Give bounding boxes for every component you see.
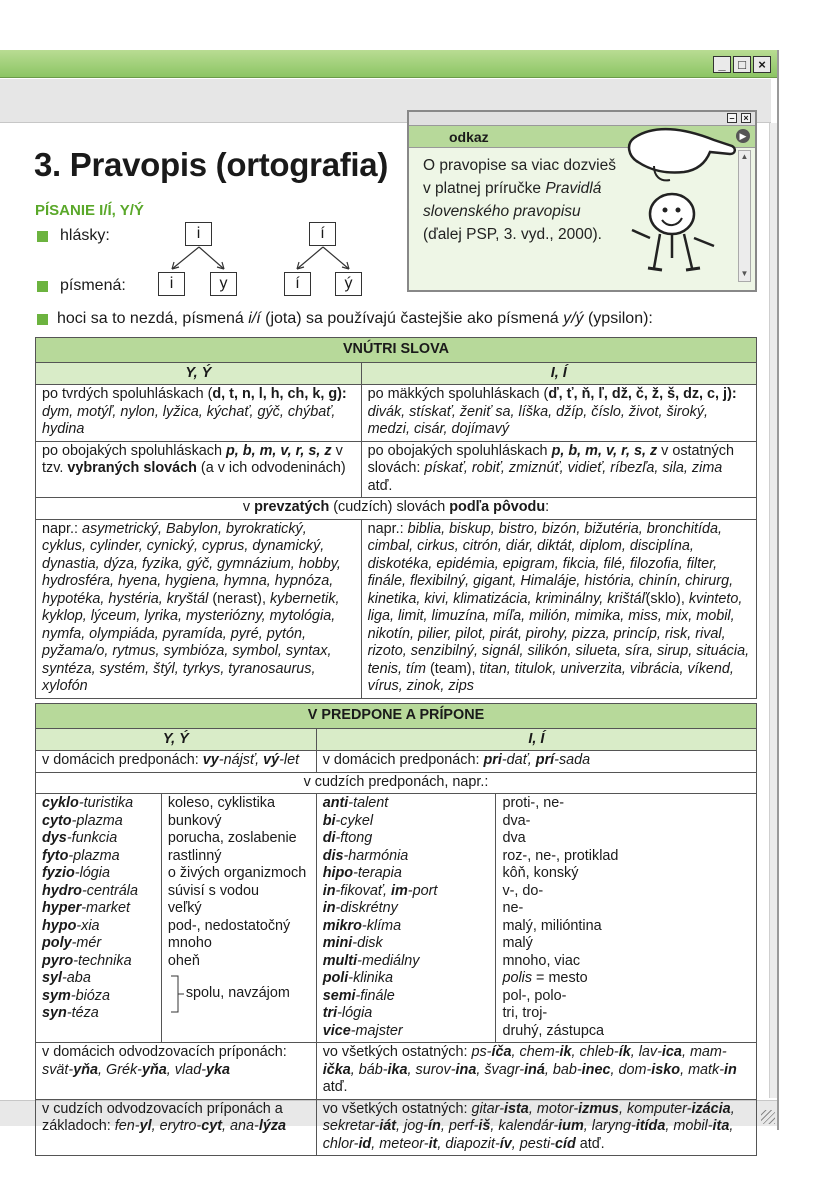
meaning-item: koleso, cyklistika [167, 795, 276, 811]
sound-box: í [309, 222, 336, 246]
column-header-i: I, Í [361, 362, 756, 385]
prefix-item: dys-funkcia [42, 830, 118, 846]
maximize-button[interactable]: □ [733, 56, 751, 73]
prefix-item: in-fikovať, im-port [322, 882, 438, 899]
table-cell: napr.: biblia, biskup, bistro, bizón, bižutéria, bronchitída, cimbal, cirkus, citrón, diár, diktát, diplom, disciplína, diskotéka, epidémia, epigram, fikcia, filé, filozofia, filter, finále, flexibilný, gigant, Himaláje, história, chinín, chirurg, kinetika, kivi, klimatizácia, kriminálny, krištáľ(sklo), kvinteto, liga, limit, limuzína, míľa, milión, mimika, miss, mix, mobil, nikotín, pilier, pilot, pirát, pirohy, pizza, princíp, risk, rival, rizoto, senzibilný, signál, silikón, silueta, síra, sirup, situácia, tenis, tím (team), titan, titulok, univerzita, vibrácia, víkend, vírus, zinok, zips [361, 519, 756, 698]
letters-label: písmená: [60, 277, 126, 294]
meaning-item: kôň, konský [502, 865, 579, 881]
bracket-icon [170, 974, 184, 1014]
pointing-hand-mascot-icon [614, 118, 744, 293]
note-text: hoci sa to nezdá, písmená i/í (jota) sa používajú častejšie ako písmená y/ý (ypsilon): [57, 310, 653, 327]
prefix-item: sym-bióza [42, 987, 111, 1004]
popup-tab-label: odkaz [449, 129, 489, 145]
minimize-button[interactable]: _ [713, 56, 731, 73]
table-inside-word [35, 337, 757, 699]
meaning-item: oheň [167, 952, 200, 969]
section-subheading: PÍSANIE I/Í, Y/Ý [35, 202, 144, 219]
prefix-item: cyklo-turistika [42, 795, 134, 811]
table-cell: v domácich predponách: vy-nájsť, vý-let [36, 751, 317, 773]
table-cell: vo všetkých ostatných: ps-íča, chem-ik, chleb-ík, lav-ica, mam-ička, báb-ika, surov-ina, švagr-iná, bab-inec, dom-isko, matk-in atď. [316, 1043, 756, 1100]
popup-text: O pravopise sa viac dozvieš v platnej príručke Pravidlá slovenského pravopisu (ďalej PSP, 3. vyd., 2000). [423, 157, 616, 243]
table-cell: po tvrdých spoluhláskach (d, t, n, l, h, ch, k, g): dym, motýľ, nylon, lyžica, kýchať, gýč, chýbať, hydina [36, 385, 362, 442]
table-cell: v cudzích predponách, napr.: [36, 772, 757, 794]
prefix-item: vice-majster [322, 1022, 403, 1039]
bullet-icon [37, 231, 48, 242]
resize-grip-icon[interactable] [761, 1110, 775, 1124]
meaning-item: malý, milióntina [502, 917, 602, 934]
scroll-down-icon[interactable]: ▼ [740, 269, 749, 278]
prefix-item: bi-cykel [322, 812, 374, 829]
prefix-item: hydro-centrála [42, 882, 138, 899]
y-meaning-list [161, 794, 316, 1043]
scroll-up-icon[interactable]: ▲ [740, 152, 749, 161]
bullet-icon [37, 281, 48, 292]
prefix-item: syl-aba [42, 970, 91, 986]
page-title: 3. Pravopis (ortografia) [34, 146, 389, 183]
prefix-item: hyper-market [42, 900, 130, 916]
vertical-scrollbar[interactable] [769, 123, 777, 1098]
bracket-group [168, 974, 310, 1018]
meaning-item: rastlinný [167, 847, 222, 864]
letter-box: í [284, 272, 311, 296]
meaning-item: pod-, nedostatočný [167, 917, 291, 934]
meaning-item: o živých organizmoch [167, 865, 307, 881]
popup-close-icon[interactable]: × [741, 113, 751, 123]
meaning-item: súvisí s vodou [167, 882, 260, 899]
prefix-item: di-ftong [322, 830, 373, 846]
meaning-item: mnoho [167, 935, 212, 951]
table-cell: po mäkkých spoluhláskach (ď, ť, ň, ľ, dž, č, ž, š, dz, c, j): divák, stískať, ženiť sa, líška, džíp, číslo, život, široký, medzi, cisár, dojímavý [361, 385, 756, 442]
table-cell: v domácich predponách: pri-dať, prí-sada [316, 751, 756, 773]
title-bar[interactable] [0, 50, 777, 78]
prefix-item: semi-finále [322, 987, 395, 1004]
prefix-item: fyzio-lógia [42, 865, 110, 881]
table-cell: v domácich odvodzovacích príponách: svät-yňa, Grék-yňa, vlad-yka [36, 1043, 317, 1100]
prefix-item: mini-disk [322, 935, 383, 951]
prefix-item: poli-klinika [322, 970, 394, 986]
meaning-item: druhý, zástupca [502, 1022, 605, 1039]
table-cell: v cudzích odvodzovacích príponách a základoch: fen-yl, erytro-cyt, ana-lýza [36, 1099, 317, 1156]
table-cell: po obojakých spoluhláskach p, b, m, v, r, s, z v ostatných slovách: pískať, robiť, zmiznúť, vidieť, ríbezľa, sila, zima atď. [361, 441, 756, 498]
y-prefix-list [36, 794, 162, 1043]
table-prefix-suffix [35, 703, 757, 1156]
meaning-item: pol-, polo- [502, 987, 567, 1004]
column-header-y: Y, Ý [36, 362, 362, 385]
table-cell: po obojakých spoluhláskach p, b, m, v, r, s, z v tzv. vybraných slovách (a v ich odvodeninách) [36, 441, 362, 498]
meaning-item: dva- [502, 812, 531, 829]
meaning-item: v-, do- [502, 882, 544, 899]
link-popup [407, 110, 757, 292]
meaning-item: proti-, ne- [502, 795, 565, 811]
prefix-item: tri-lógia [322, 1005, 373, 1021]
popup-scrollbar[interactable] [738, 150, 751, 282]
meaning-item: roz-, ne-, protiklad [502, 847, 619, 864]
letter-box: y [210, 272, 237, 296]
i-meaning-list [496, 794, 757, 1043]
prefix-item: hipo-terapia [322, 865, 402, 881]
table-header: VNÚTRI SLOVA [36, 338, 757, 363]
table-cell: vo všetkých ostatných: gitar-ista, motor-izmus, komputer-izácia, sekretar-iát, jog-ín, perf-iš, kalendár-ium, laryng-itída, mobil-ita, chlor-id, meteor-it, diapozit-ív, pesti-cíd atď. [316, 1099, 756, 1156]
letter-box: ý [335, 272, 362, 296]
close-button[interactable]: × [753, 56, 771, 73]
prefix-item: syn-téza [42, 1005, 99, 1021]
column-header-i: I, Í [316, 728, 756, 751]
branch-arrows [150, 245, 370, 275]
bracket-label: spolu, navzájom [185, 985, 290, 1001]
play-arrow-icon[interactable]: ▶ [736, 129, 750, 143]
meaning-item: mnoho, viac [502, 952, 581, 969]
bullet-icon [37, 314, 48, 325]
table-header: V PREDPONE A PRÍPONE [36, 704, 757, 729]
prefix-item: in-diskrétny [322, 900, 398, 916]
prefix-item: fyto-plazma [42, 847, 120, 864]
sound-box: i [185, 222, 212, 246]
prefix-item: multi-mediálny [322, 952, 420, 969]
sounds-label: hlásky: [60, 227, 110, 244]
letter-box: i [158, 272, 185, 296]
meaning-item: malý [502, 935, 533, 951]
table-cell: v prevzatých (cudzích) slovách podľa pôvodu: [36, 498, 757, 520]
table-cell: napr.: asymetrický, Babylon, byrokratický, cyklus, cylinder, cynický, cyprus, dynamický, dynastia, dýza, fyzika, gýč, gymnázium, hobby, hydrosféra, hyena, hygiena, hymna, hypnóza, hypotéka, hystéria, kryštál (nerast), kybernetik, kyklop, lýceum, lyrika, mysteriózny, mytológia, nymfa, olympiáda, pyramída, pyré, pytón, pyžama/o, rytmus, symbióza, symbol, syntax, syntéza, systém, štýl, tyrkys, tyranosaurus, xylofón [36, 519, 362, 698]
meaning-item: tri, troj- [502, 1005, 548, 1021]
meaning-item: dva [502, 830, 526, 846]
prefix-item: anti-talent [322, 795, 389, 811]
prefix-item: dis-harmónia [322, 847, 409, 864]
prefix-item: cyto-plazma [42, 812, 123, 829]
prefix-item: pyro-technika [42, 952, 132, 969]
meaning-item: ne- [502, 900, 524, 916]
meaning-item: bunkový [167, 812, 222, 829]
prefix-item: hypo-xia [42, 917, 100, 934]
prefix-item: poly-mér [42, 935, 102, 951]
popup-minimize-icon[interactable]: – [727, 113, 737, 123]
i-prefix-list [316, 794, 496, 1043]
column-header-y: Y, Ý [36, 728, 317, 751]
meaning-item: veľký [167, 900, 202, 916]
meaning-item: porucha, zoslabenie [167, 830, 297, 846]
meaning-item: polis = mesto [502, 970, 588, 986]
prefix-item: mikro-klíma [322, 917, 402, 934]
